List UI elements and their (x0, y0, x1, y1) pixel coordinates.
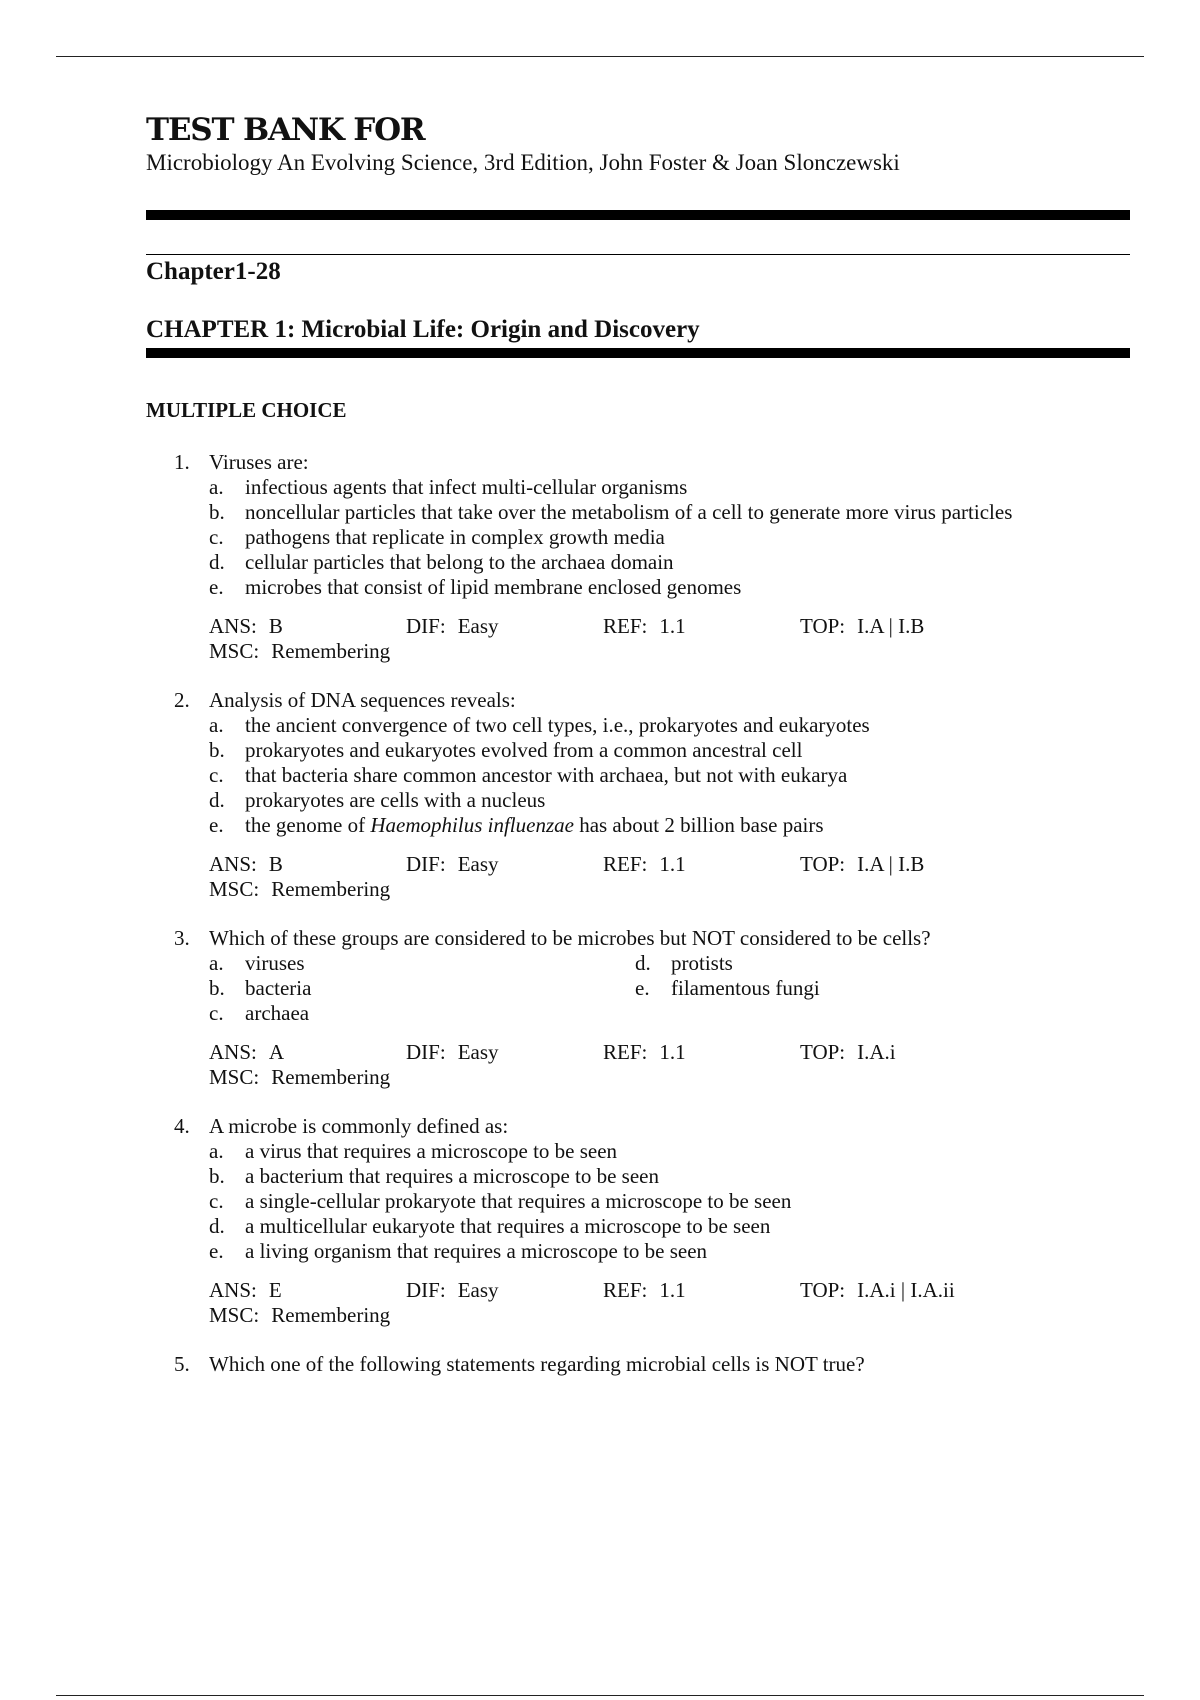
difficulty-value: Easy (457, 852, 499, 876)
topic-value: I.A | I.B (857, 614, 925, 638)
msc-value: Remembering (271, 1303, 391, 1327)
option-a: a. a virus that requires a microscope to be seen (209, 1139, 618, 1163)
chapter-divider (146, 348, 1130, 358)
option-a: a. viruses (209, 951, 305, 975)
msc-value: Remembering (271, 639, 391, 663)
answer-value: B (268, 852, 283, 876)
question-number: 4. (174, 1114, 190, 1138)
option-c: c. that bacteria share common ancestor with archaea, but not with eukarya (209, 763, 848, 787)
question-stem: Viruses are: (209, 450, 309, 474)
option-a: a. infectious agents that infect multi-cellular organisms (209, 475, 688, 499)
question-stem: Analysis of DNA sequences reveals: (209, 688, 516, 712)
option-e: e. filamentous fungi (635, 976, 820, 1000)
answer-metadata: ANS: A DIF: Easy REF: 1.1 TOP: I.A.i MSC: Remembering (209, 1040, 896, 1089)
question-stem: Which one of the following statements regarding microbial cells is NOT true? (209, 1352, 865, 1376)
reference-value: 1.1 (659, 614, 686, 638)
option-c: c. archaea (209, 1001, 310, 1025)
option-a: a. the ancient convergence of two cell types, i.e., prokaryotes and eukaryotes (209, 713, 870, 737)
option-d: d. prokaryotes are cells with a nucleus (209, 788, 546, 812)
title-divider-thin (146, 254, 1130, 255)
question-number: 2. (174, 688, 190, 712)
reference-value: 1.1 (659, 1278, 686, 1302)
option-b: b. a bacterium that requires a microscope to be seen (209, 1164, 659, 1188)
answer-options (209, 1139, 1130, 1264)
top-page-rule (56, 56, 1144, 57)
answer-value: A (268, 1040, 285, 1064)
question-number: 1. (174, 450, 190, 474)
question-list (174, 450, 1130, 1401)
document-subtitle: Microbiology An Evolving Science, 3rd Edition, John Foster & Joan Slonczewski (146, 150, 900, 175)
option-d: d. protists (635, 951, 733, 975)
difficulty-value: Easy (457, 614, 499, 638)
option-d: d. cellular particles that belong to the archaea domain (209, 550, 674, 574)
question-number: 3. (174, 926, 190, 950)
chapter-range: Chapter1-28 (146, 258, 281, 285)
document-body (146, 112, 1130, 1376)
option-b: b. noncellular particles that take over the metabolism of a cell to generate more virus particles (209, 500, 1013, 524)
answer-metadata: ANS: B DIF: Easy REF: 1.1 TOP: I.A | I.B MSC: Remembering (209, 852, 925, 901)
reference-value: 1.1 (659, 1040, 686, 1064)
question-4 (174, 1114, 1130, 1328)
title-divider-thick (146, 210, 1130, 220)
topic-value: I.A.i (857, 1040, 896, 1064)
question-stem: A microbe is commonly defined as: (209, 1114, 509, 1138)
bottom-page-rule (56, 1695, 1144, 1696)
question-number: 5. (174, 1352, 190, 1376)
option-e: e. a living organism that requires a microscope to be seen (209, 1239, 708, 1263)
species-name: Haemophilus influenzae (370, 813, 574, 837)
option-e: e. the genome of Haemophilus influenzae has about 2 billion base pairs (209, 813, 824, 837)
reference-value: 1.1 (659, 852, 686, 876)
answer-metadata: ANS: B DIF: Easy REF: 1.1 TOP: I.A | I.B MSC: Remembering (209, 614, 925, 663)
topic-value: I.A | I.B (857, 852, 925, 876)
answer-options (209, 713, 1130, 838)
section-heading: MULTIPLE CHOICE (146, 398, 347, 422)
answer-options (209, 951, 1130, 1026)
option-c: c. pathogens that replicate in complex growth media (209, 525, 665, 549)
difficulty-value: Easy (457, 1278, 499, 1302)
option-c: c. a single-cellular prokaryote that requires a microscope to be seen (209, 1189, 792, 1213)
document-title: TEST BANK FOR (146, 112, 425, 148)
question-3 (174, 926, 1130, 1090)
option-d: d. a multicellular eukaryote that requires a microscope to be seen (209, 1214, 771, 1238)
difficulty-value: Easy (457, 1040, 499, 1064)
topic-value: I.A.i | I.A.ii (857, 1278, 955, 1302)
answer-value: E (268, 1278, 282, 1302)
question-1 (174, 450, 1130, 664)
answer-metadata: ANS: E DIF: Easy REF: 1.1 TOP: I.A.i | I.A.ii MSC: Remembering (209, 1278, 955, 1327)
option-e: e. microbes that consist of lipid membrane enclosed genomes (209, 575, 742, 599)
msc-value: Remembering (271, 877, 391, 901)
question-5 (174, 1352, 1130, 1377)
option-b: b. bacteria (209, 976, 312, 1000)
answer-options (209, 475, 1130, 600)
chapter-title: CHAPTER 1: Microbial Life: Origin and Discovery (146, 316, 700, 343)
option-b: b. prokaryotes and eukaryotes evolved from a common ancestral cell (209, 738, 803, 762)
question-2 (174, 688, 1130, 902)
question-stem: Which of these groups are considered to be microbes but NOT considered to be cells? (209, 926, 931, 950)
msc-value: Remembering (271, 1065, 391, 1089)
answer-value: B (268, 614, 283, 638)
